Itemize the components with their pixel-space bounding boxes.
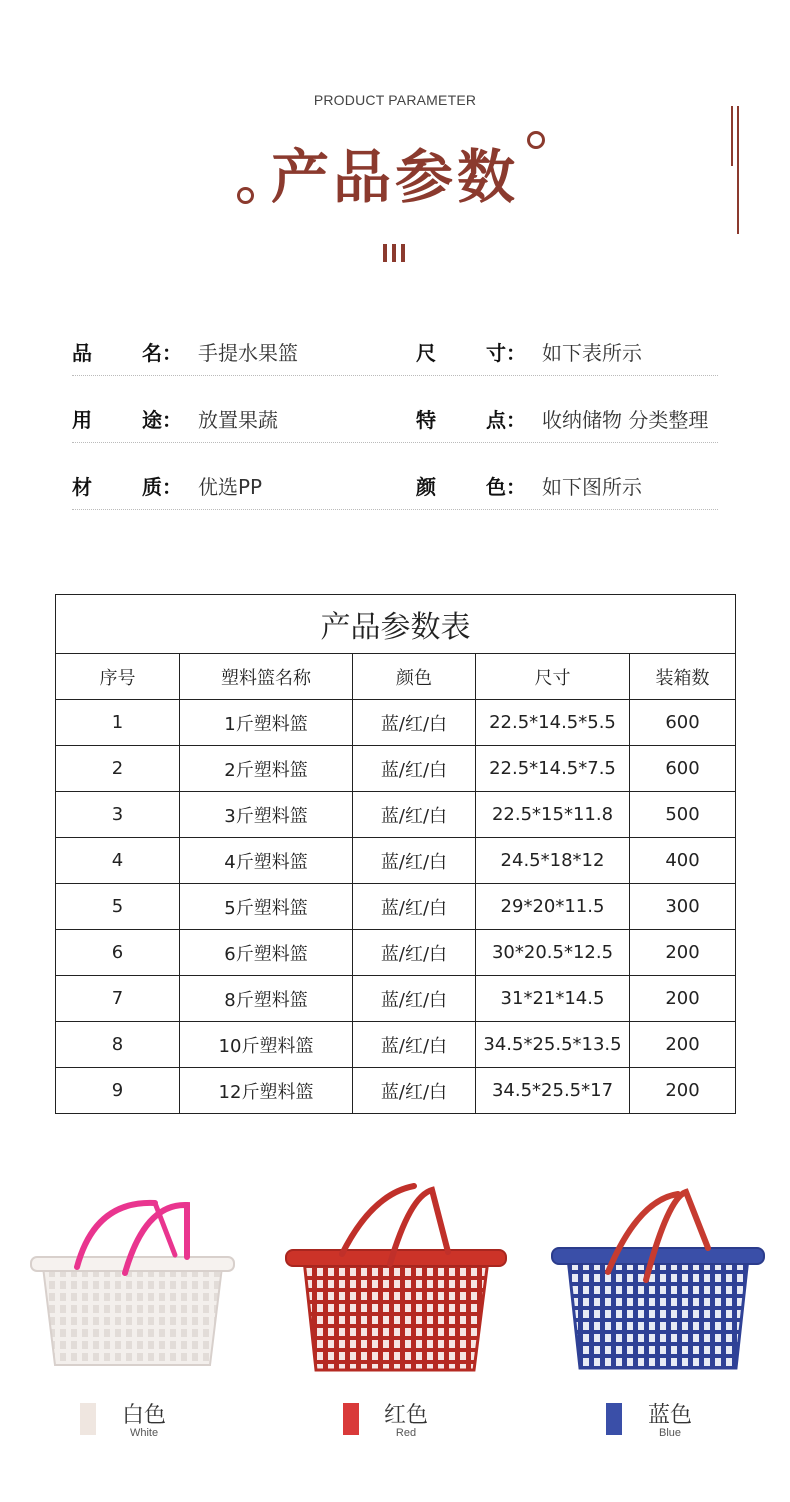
triple-bar-icon <box>383 244 405 262</box>
table-cell: 5 <box>56 884 180 930</box>
table-header: 尺寸 <box>476 654 630 700</box>
color-name-blue: 蓝色 <box>647 1403 692 1428</box>
table-cell: 29*20*11.5 <box>476 884 630 930</box>
table-cell: 200 <box>630 1068 736 1114</box>
info-label: 途： <box>142 408 182 432</box>
color-swatch-blue <box>606 1403 622 1435</box>
table-cell: 蓝/红/白 <box>353 976 476 1022</box>
info-row-2 <box>72 398 718 443</box>
table-header: 颜色 <box>353 654 476 700</box>
table-cell: 5斤塑料篮 <box>180 884 353 930</box>
section-subtitle: PRODUCT PARAMETER <box>313 92 477 108</box>
table-cell: 31*21*14.5 <box>476 976 630 1022</box>
table-cell: 300 <box>630 884 736 930</box>
table-cell: 10斤塑料篮 <box>180 1022 353 1068</box>
table-cell: 蓝/红/白 <box>353 1022 476 1068</box>
color-swatch-red <box>343 1403 359 1435</box>
table-cell: 34.5*25.5*13.5 <box>476 1022 630 1068</box>
table-cell: 3 <box>56 792 180 838</box>
table-cell: 200 <box>630 930 736 976</box>
decor-vertical-line <box>737 106 739 234</box>
table-cell: 30*20.5*12.5 <box>476 930 630 976</box>
info-label: 名： <box>142 341 182 365</box>
info-label: 材 <box>72 475 92 499</box>
info-value: 放置果蔬 <box>198 408 278 432</box>
decor-ring-small-icon <box>237 187 254 204</box>
table-row <box>56 792 736 838</box>
table-cell: 4 <box>56 838 180 884</box>
table-cell: 2斤塑料篮 <box>180 746 353 792</box>
table-cell: 400 <box>630 838 736 884</box>
table-row <box>56 700 736 746</box>
table-cell: 3斤塑料篮 <box>180 792 353 838</box>
info-row-3 <box>72 465 718 510</box>
table-row <box>56 976 736 1022</box>
info-row-1 <box>72 331 718 376</box>
info-value: 手提水果篮 <box>198 341 298 365</box>
table-row <box>56 746 736 792</box>
table-header: 装箱数 <box>630 654 736 700</box>
parameter-table <box>55 594 736 1114</box>
table-cell: 1 <box>56 700 180 746</box>
table-header: 序号 <box>56 654 180 700</box>
table-cell: 蓝/红/白 <box>353 700 476 746</box>
table-cell: 6斤塑料篮 <box>180 930 353 976</box>
table-caption: 产品参数表 <box>56 595 736 654</box>
table-cell: 24.5*18*12 <box>476 838 630 884</box>
info-label: 寸： <box>486 341 526 365</box>
info-label: 用 <box>72 408 92 432</box>
color-en-blue: Blue <box>658 1427 682 1439</box>
table-row <box>56 1022 736 1068</box>
table-cell: 34.5*25.5*17 <box>476 1068 630 1114</box>
table-cell: 200 <box>630 1022 736 1068</box>
decor-ring-large-icon <box>527 131 545 149</box>
info-value: 如下图所示 <box>542 475 642 499</box>
table-cell: 8 <box>56 1022 180 1068</box>
red-basket-image <box>282 1182 510 1377</box>
info-label: 质： <box>142 475 182 499</box>
color-name-white: 白色 <box>121 1403 166 1428</box>
blue-basket-image <box>548 1188 768 1376</box>
table-cell: 500 <box>630 792 736 838</box>
color-en-white: White <box>129 1427 159 1439</box>
table-cell: 12斤塑料篮 <box>180 1068 353 1114</box>
table-cell: 7 <box>56 976 180 1022</box>
info-label: 颜 <box>416 475 436 499</box>
table-row <box>56 838 736 884</box>
table-cell: 8斤塑料篮 <box>180 976 353 1022</box>
decor-vertical-line <box>731 106 733 166</box>
table-cell: 蓝/红/白 <box>353 930 476 976</box>
table-cell: 4斤塑料篮 <box>180 838 353 884</box>
table-cell: 600 <box>630 746 736 792</box>
table-header: 塑料篮名称 <box>180 654 353 700</box>
table-cell: 6 <box>56 930 180 976</box>
color-en-red: Red <box>395 1427 417 1439</box>
color-swatch-white <box>80 1403 96 1435</box>
table-cell: 1斤塑料篮 <box>180 700 353 746</box>
table-cell: 2 <box>56 746 180 792</box>
table-cell: 蓝/红/白 <box>353 746 476 792</box>
table-row <box>56 1068 736 1114</box>
table-cell: 蓝/红/白 <box>353 884 476 930</box>
table-row <box>56 884 736 930</box>
table-cell: 蓝/红/白 <box>353 792 476 838</box>
info-label: 特 <box>416 408 436 432</box>
info-label: 品 <box>72 341 92 365</box>
info-label: 点： <box>486 408 526 432</box>
table-cell: 蓝/红/白 <box>353 1068 476 1114</box>
table-cell: 9 <box>56 1068 180 1114</box>
page-title: 产品参数 <box>270 143 519 211</box>
table-cell: 22.5*15*11.8 <box>476 792 630 838</box>
color-name-red: 红色 <box>383 1403 428 1428</box>
table-cell: 22.5*14.5*7.5 <box>476 746 630 792</box>
table-cell: 600 <box>630 700 736 746</box>
table-header-row <box>56 654 736 700</box>
white-basket-image <box>25 1195 240 1375</box>
table-cell: 22.5*14.5*5.5 <box>476 700 630 746</box>
info-value: 优选PP <box>198 475 263 499</box>
info-label: 尺 <box>416 341 436 365</box>
table-row <box>56 930 736 976</box>
table-cell: 蓝/红/白 <box>353 838 476 884</box>
info-label: 色： <box>486 475 526 499</box>
table-cell: 200 <box>630 976 736 1022</box>
info-value: 如下表所示 <box>542 341 642 365</box>
info-value: 收纳储物 分类整理 <box>542 408 709 432</box>
